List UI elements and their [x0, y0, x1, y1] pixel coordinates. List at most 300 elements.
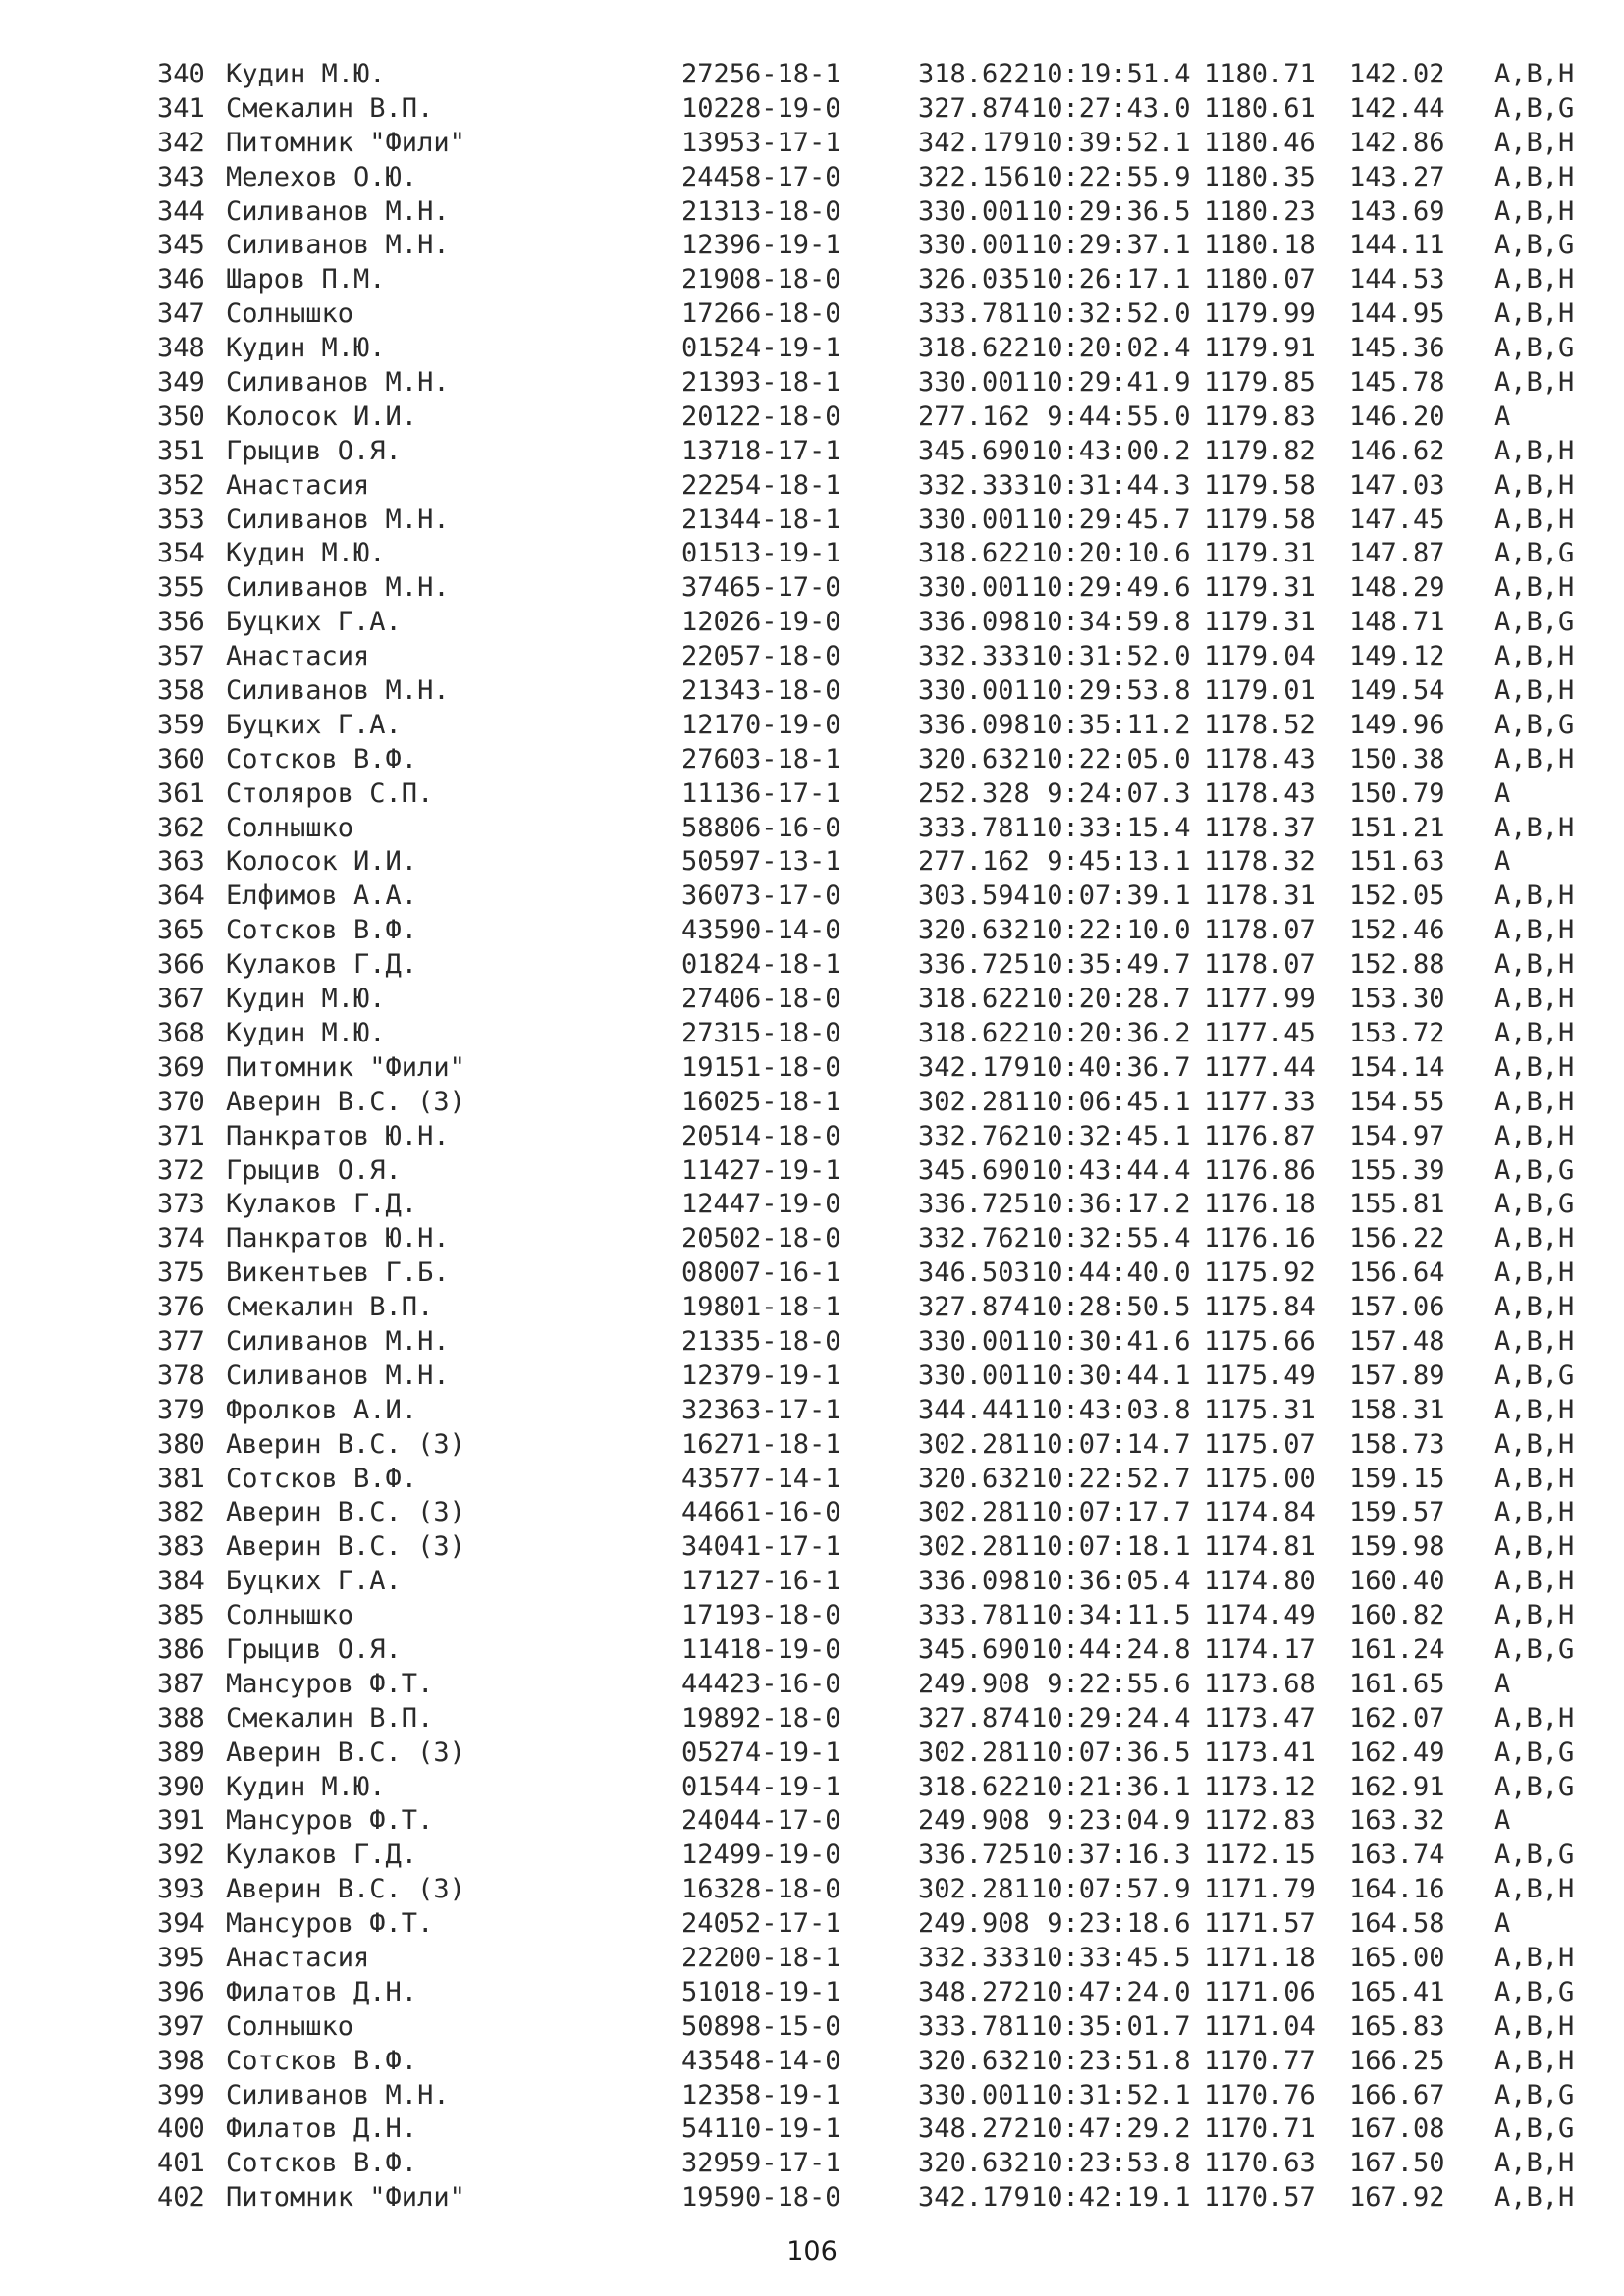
fancier-name: Елфимов А.А.: [226, 881, 418, 912]
row-number: 348: [157, 333, 205, 364]
distance: 326.035: [918, 264, 1030, 295]
ring-number: 12499-19-0: [681, 1840, 841, 1871]
coefficient: 151.21: [1349, 812, 1445, 843]
speed: 1180.07: [1204, 264, 1316, 295]
coefficient: 158.73: [1349, 1428, 1445, 1460]
coefficient: 145.36: [1349, 333, 1445, 364]
coefficient: 147.03: [1349, 469, 1445, 501]
table-row: [157, 1873, 1622, 1907]
categories: A,B,H: [1494, 298, 1575, 330]
arrival-time: 10:31:52.1: [1031, 2079, 1191, 2110]
table-row: [157, 1907, 1622, 1942]
categories: A,B,H: [1494, 675, 1575, 707]
fancier-name: Аверин В.С. (З): [226, 1428, 465, 1460]
arrival-time: 10:42:19.1: [1031, 2182, 1191, 2214]
distance: 318.622: [918, 538, 1030, 569]
speed: 1174.17: [1204, 1633, 1316, 1665]
fancier-name: Анастасия: [226, 1942, 370, 1973]
ring-number: 27406-18-0: [681, 984, 841, 1015]
distance: 333.781: [918, 298, 1030, 330]
distance: 320.632: [918, 2148, 1030, 2179]
distance: 330.001: [918, 2079, 1030, 2110]
coefficient: 167.50: [1349, 2148, 1445, 2179]
coefficient: 146.20: [1349, 400, 1445, 432]
table-row: [157, 1222, 1622, 1256]
coefficient: 149.12: [1349, 641, 1445, 672]
coefficient: 143.27: [1349, 161, 1445, 192]
table-row: [157, 504, 1622, 538]
ring-number: 58806-16-0: [681, 812, 841, 843]
speed: 1179.99: [1204, 298, 1316, 330]
categories: A,B,H: [1494, 915, 1575, 946]
speed: 1171.06: [1204, 1976, 1316, 2007]
coefficient: 150.79: [1349, 777, 1445, 809]
arrival-time: 10:20:28.7: [1031, 984, 1191, 1015]
distance: 330.001: [918, 572, 1030, 604]
table-row: [157, 1599, 1622, 1633]
table-row: [157, 1017, 1622, 1051]
arrival-time: 10:29:36.5: [1031, 195, 1191, 227]
fancier-name: Сотсков В.Ф.: [226, 2045, 418, 2076]
fancier-name: Грыцив О.Я.: [226, 1154, 402, 1186]
fancier-name: Сотсков В.Ф.: [226, 743, 418, 774]
ring-number: 16025-18-1: [681, 1086, 841, 1117]
table-row: [157, 948, 1622, 983]
row-number: 360: [157, 743, 205, 774]
arrival-time: 10:21:36.1: [1031, 1771, 1191, 1802]
ring-number: 12170-19-0: [681, 709, 841, 740]
coefficient: 156.22: [1349, 1223, 1445, 1255]
fancier-name: Грыцив О.Я.: [226, 435, 402, 466]
distance: 348.272: [918, 2113, 1030, 2145]
distance: 330.001: [918, 195, 1030, 227]
fancier-name: Кудин М.Ю.: [226, 59, 386, 89]
categories: A,B,G: [1494, 538, 1575, 569]
ring-number: 11427-19-1: [681, 1154, 841, 1186]
distance: 318.622: [918, 1017, 1030, 1048]
distance: 342.179: [918, 1051, 1030, 1083]
coefficient: 166.67: [1349, 2079, 1445, 2110]
distance: 336.098: [918, 607, 1030, 638]
distance: 332.762: [918, 1223, 1030, 1255]
ring-number: 11418-19-0: [681, 1633, 841, 1665]
table-row: [157, 606, 1622, 640]
distance: 320.632: [918, 743, 1030, 774]
categories: A,B,H: [1494, 1428, 1575, 1460]
coefficient: 162.91: [1349, 1771, 1445, 1802]
speed: 1179.31: [1204, 607, 1316, 638]
coefficient: 167.92: [1349, 2182, 1445, 2214]
row-number: 342: [157, 127, 205, 158]
coefficient: 153.72: [1349, 1017, 1445, 1048]
categories: A,B,H: [1494, 2148, 1575, 2179]
ring-number: 21313-18-0: [681, 195, 841, 227]
speed: 1175.49: [1204, 1360, 1316, 1391]
row-number: 361: [157, 777, 205, 809]
table-row: [157, 1771, 1622, 1805]
distance: 302.281: [918, 1497, 1030, 1528]
ring-number: 21344-18-1: [681, 504, 841, 535]
row-number: 389: [157, 1736, 205, 1768]
coefficient: 149.54: [1349, 675, 1445, 707]
categories: A,B,G: [1494, 1154, 1575, 1186]
coefficient: 142.44: [1349, 92, 1445, 124]
distance: 330.001: [918, 1360, 1030, 1391]
fancier-name: Кудин М.Ю.: [226, 984, 386, 1015]
coefficient: 159.57: [1349, 1497, 1445, 1528]
fancier-name: Мансуров Ф.Т.: [226, 1668, 434, 1699]
coefficient: 145.78: [1349, 367, 1445, 399]
fancier-name: Солнышко: [226, 2010, 354, 2042]
coefficient: 144.95: [1349, 298, 1445, 330]
row-number: 376: [157, 1292, 205, 1323]
arrival-time: 10:43:03.8: [1031, 1394, 1191, 1425]
categories: A: [1494, 1805, 1511, 1837]
categories: A: [1494, 400, 1511, 432]
ring-number: 20502-18-0: [681, 1223, 841, 1255]
table-row: [157, 983, 1622, 1017]
categories: A,B,H: [1494, 1702, 1575, 1734]
ring-number: 24044-17-0: [681, 1805, 841, 1837]
row-number: 365: [157, 915, 205, 946]
row-number: 352: [157, 469, 205, 501]
categories: A,B,H: [1494, 1017, 1575, 1048]
distance: 327.874: [918, 1292, 1030, 1323]
categories: A,B,H: [1494, 469, 1575, 501]
row-number: 382: [157, 1497, 205, 1528]
ring-number: 44423-16-0: [681, 1668, 841, 1699]
row-number: 401: [157, 2148, 205, 2179]
distance: 333.781: [918, 1600, 1030, 1631]
row-number: 362: [157, 812, 205, 843]
fancier-name: Солнышко: [226, 812, 354, 843]
table-row: [157, 366, 1622, 400]
speed: 1179.83: [1204, 400, 1316, 432]
coefficient: 165.00: [1349, 1942, 1445, 1973]
row-number: 384: [157, 1566, 205, 1597]
categories: A,B,H: [1494, 161, 1575, 192]
speed: 1170.76: [1204, 2079, 1316, 2110]
speed: 1178.43: [1204, 777, 1316, 809]
table-row: [157, 1565, 1622, 1599]
table-row: [157, 1463, 1622, 1497]
table-row: [157, 1394, 1622, 1428]
arrival-time: 10:19:51.4: [1031, 59, 1191, 89]
distance: 302.281: [918, 1736, 1030, 1768]
arrival-time: 10:23:51.8: [1031, 2045, 1191, 2076]
speed: 1180.18: [1204, 230, 1316, 261]
speed: 1176.16: [1204, 1223, 1316, 1255]
speed: 1176.86: [1204, 1154, 1316, 1186]
row-number: 395: [157, 1942, 205, 1973]
arrival-time: 9:23:04.9: [1031, 1805, 1191, 1837]
fancier-name: Солнышко: [226, 1600, 354, 1631]
speed: 1170.77: [1204, 2045, 1316, 2076]
arrival-time: 9:44:55.0: [1031, 400, 1191, 432]
categories: A,B,G: [1494, 709, 1575, 740]
ring-number: 21908-18-0: [681, 264, 841, 295]
ring-number: 10228-19-0: [681, 92, 841, 124]
arrival-time: 10:43:44.4: [1031, 1154, 1191, 1186]
arrival-time: 10:34:59.8: [1031, 607, 1191, 638]
row-number: 367: [157, 984, 205, 1015]
coefficient: 163.74: [1349, 1840, 1445, 1871]
arrival-time: 10:44:24.8: [1031, 1633, 1191, 1665]
table-row: [157, 571, 1622, 606]
table-row: [157, 1496, 1622, 1530]
row-number: 359: [157, 709, 205, 740]
arrival-time: 10:07:36.5: [1031, 1736, 1191, 1768]
speed: 1178.37: [1204, 812, 1316, 843]
row-number: 386: [157, 1633, 205, 1665]
row-number: 340: [157, 59, 205, 89]
ring-number: 19590-18-0: [681, 2182, 841, 2214]
fancier-name: Питомник "Фили": [226, 2182, 465, 2214]
fancier-name: Кулаков Г.Д.: [226, 1189, 418, 1220]
speed: 1179.01: [1204, 675, 1316, 707]
speed: 1171.18: [1204, 1942, 1316, 1973]
speed: 1179.04: [1204, 641, 1316, 672]
row-number: 377: [157, 1325, 205, 1357]
table-row: [157, 469, 1622, 504]
table-row: [157, 914, 1622, 948]
fancier-name: Панкратов Ю.Н.: [226, 1120, 450, 1151]
row-number: 358: [157, 675, 205, 707]
row-number: 368: [157, 1017, 205, 1048]
distance: 327.874: [918, 1702, 1030, 1734]
arrival-time: 10:28:50.5: [1031, 1292, 1191, 1323]
row-number: 375: [157, 1257, 205, 1289]
ring-number: 08007-16-1: [681, 1257, 841, 1289]
categories: A,B,G: [1494, 2113, 1575, 2145]
arrival-time: 10:29:49.6: [1031, 572, 1191, 604]
distance: 332.762: [918, 1120, 1030, 1151]
arrival-time: 10:07:17.7: [1031, 1497, 1191, 1528]
fancier-name: Питомник "Фили": [226, 1051, 465, 1083]
table-row: [157, 1256, 1622, 1291]
row-number: 357: [157, 641, 205, 672]
distance: 302.281: [918, 1086, 1030, 1117]
arrival-time: 10:37:16.3: [1031, 1840, 1191, 1871]
speed: 1172.15: [1204, 1840, 1316, 1871]
categories: A,B,H: [1494, 367, 1575, 399]
fancier-name: Грыцив О.Я.: [226, 1633, 402, 1665]
ring-number: 43590-14-0: [681, 915, 841, 946]
arrival-time: 9:24:07.3: [1031, 777, 1191, 809]
coefficient: 160.40: [1349, 1566, 1445, 1597]
row-number: 344: [157, 195, 205, 227]
coefficient: 154.97: [1349, 1120, 1445, 1151]
arrival-time: 10:27:43.0: [1031, 92, 1191, 124]
fancier-name: Панкратов Ю.Н.: [226, 1223, 450, 1255]
fancier-name: Буцких Г.А.: [226, 709, 402, 740]
ring-number: 01544-19-1: [681, 1771, 841, 1802]
speed: 1173.47: [1204, 1702, 1316, 1734]
coefficient: 144.53: [1349, 264, 1445, 295]
categories: A,B,H: [1494, 641, 1575, 672]
categories: A,B,H: [1494, 1531, 1575, 1563]
ring-number: 21393-18-1: [681, 367, 841, 399]
arrival-time: 10:39:52.1: [1031, 127, 1191, 158]
categories: A,B,H: [1494, 59, 1575, 89]
table-row: [157, 2010, 1622, 2045]
categories: A,B,H: [1494, 127, 1575, 158]
ring-number: 01524-19-1: [681, 333, 841, 364]
fancier-name: Кудин М.Ю.: [226, 1771, 386, 1802]
ring-number: 12358-19-1: [681, 2079, 841, 2110]
categories: A,B,H: [1494, 264, 1575, 295]
fancier-name: Шаров П.М.: [226, 264, 386, 295]
speed: 1175.84: [1204, 1292, 1316, 1323]
ring-number: 20122-18-0: [681, 400, 841, 432]
coefficient: 166.25: [1349, 2045, 1445, 2076]
speed: 1175.00: [1204, 1463, 1316, 1494]
coefficient: 152.88: [1349, 949, 1445, 981]
speed: 1178.07: [1204, 915, 1316, 946]
ring-number: 17266-18-0: [681, 298, 841, 330]
arrival-time: 10:20:10.6: [1031, 538, 1191, 569]
categories: A,B,H: [1494, 1051, 1575, 1083]
fancier-name: Силиванов М.Н.: [226, 1360, 450, 1391]
distance: 330.001: [918, 230, 1030, 261]
ring-number: 20514-18-0: [681, 1120, 841, 1151]
table-row: [157, 812, 1622, 846]
categories: A,B,H: [1494, 195, 1575, 227]
coefficient: 164.16: [1349, 1874, 1445, 1905]
arrival-time: 10:30:41.6: [1031, 1325, 1191, 1357]
row-number: 354: [157, 538, 205, 569]
categories: A,B,G: [1494, 607, 1575, 638]
arrival-time: 10:47:24.0: [1031, 1976, 1191, 2007]
ring-number: 43548-14-0: [681, 2045, 841, 2076]
coefficient: 143.69: [1349, 195, 1445, 227]
speed: 1180.71: [1204, 59, 1316, 89]
row-number: 356: [157, 607, 205, 638]
categories: A: [1494, 1908, 1511, 1940]
arrival-time: 10:07:39.1: [1031, 881, 1191, 912]
categories: A,B,H: [1494, 504, 1575, 535]
arrival-time: 10:35:01.7: [1031, 2010, 1191, 2042]
speed: 1178.07: [1204, 949, 1316, 981]
coefficient: 154.14: [1349, 1051, 1445, 1083]
categories: A,B,G: [1494, 333, 1575, 364]
categories: A,B,H: [1494, 949, 1575, 981]
fancier-name: Силиванов М.Н.: [226, 367, 450, 399]
fancier-name: Смекалин В.П.: [226, 1702, 434, 1734]
row-number: 402: [157, 2182, 205, 2214]
speed: 1179.85: [1204, 367, 1316, 399]
coefficient: 147.45: [1349, 504, 1445, 535]
arrival-time: 10:23:53.8: [1031, 2148, 1191, 2179]
row-number: 400: [157, 2113, 205, 2145]
distance: 336.725: [918, 1189, 1030, 1220]
speed: 1171.57: [1204, 1908, 1316, 1940]
arrival-time: 9:45:13.1: [1031, 846, 1191, 878]
table-row: [157, 1051, 1622, 1086]
arrival-time: 10:35:11.2: [1031, 709, 1191, 740]
fancier-name: Викентьев Г.Б.: [226, 1257, 450, 1289]
arrival-time: 10:36:17.2: [1031, 1189, 1191, 1220]
speed: 1180.23: [1204, 195, 1316, 227]
fancier-name: Смекалин В.П.: [226, 1292, 434, 1323]
fancier-name: Аверин В.С. (З): [226, 1874, 465, 1905]
row-number: 383: [157, 1531, 205, 1563]
coefficient: 156.64: [1349, 1257, 1445, 1289]
ring-number: 11136-17-1: [681, 777, 841, 809]
row-number: 392: [157, 1840, 205, 1871]
speed: 1177.33: [1204, 1086, 1316, 1117]
speed: 1180.46: [1204, 127, 1316, 158]
arrival-time: 10:36:05.4: [1031, 1566, 1191, 1597]
row-number: 391: [157, 1805, 205, 1837]
fancier-name: Анастасия: [226, 469, 370, 501]
coefficient: 148.29: [1349, 572, 1445, 604]
row-number: 371: [157, 1120, 205, 1151]
ring-number: 16271-18-1: [681, 1428, 841, 1460]
table-row: [157, 2181, 1622, 2216]
row-number: 379: [157, 1394, 205, 1425]
categories: A,B,H: [1494, 1325, 1575, 1357]
fancier-name: Филатов Д.Н.: [226, 1976, 418, 2007]
speed: 1172.83: [1204, 1805, 1316, 1837]
fancier-name: Аверин В.С. (З): [226, 1497, 465, 1528]
table-row: [157, 195, 1622, 230]
fancier-name: Кулаков Г.Д.: [226, 949, 418, 981]
speed: 1179.31: [1204, 572, 1316, 604]
categories: A,B,G: [1494, 1976, 1575, 2007]
speed: 1175.07: [1204, 1428, 1316, 1460]
coefficient: 147.87: [1349, 538, 1445, 569]
row-number: 373: [157, 1189, 205, 1220]
row-number: 390: [157, 1771, 205, 1802]
coefficient: 157.06: [1349, 1292, 1445, 1323]
arrival-time: 10:29:41.9: [1031, 367, 1191, 399]
arrival-time: 10:43:00.2: [1031, 435, 1191, 466]
fancier-name: Анастасия: [226, 641, 370, 672]
distance: 320.632: [918, 1463, 1030, 1494]
coefficient: 142.86: [1349, 127, 1445, 158]
ring-number: 22200-18-1: [681, 1942, 841, 1973]
ring-number: 22057-18-0: [681, 641, 841, 672]
speed: 1179.82: [1204, 435, 1316, 466]
speed: 1175.66: [1204, 1325, 1316, 1357]
speed: 1174.81: [1204, 1531, 1316, 1563]
categories: A: [1494, 846, 1511, 878]
speed: 1178.31: [1204, 881, 1316, 912]
speed: 1170.63: [1204, 2148, 1316, 2179]
arrival-time: 10:31:52.0: [1031, 641, 1191, 672]
speed: 1179.31: [1204, 538, 1316, 569]
speed: 1176.87: [1204, 1120, 1316, 1151]
fancier-name: Силиванов М.Н.: [226, 195, 450, 227]
row-number: 394: [157, 1908, 205, 1940]
row-number: 353: [157, 504, 205, 535]
ring-number: 36073-17-0: [681, 881, 841, 912]
categories: A,B,H: [1494, 2182, 1575, 2214]
distance: 345.690: [918, 1633, 1030, 1665]
speed: 1171.04: [1204, 2010, 1316, 2042]
ring-number: 27315-18-0: [681, 1017, 841, 1048]
speed: 1177.99: [1204, 984, 1316, 1015]
distance: 320.632: [918, 2045, 1030, 2076]
distance: 320.632: [918, 915, 1030, 946]
arrival-time: 10:26:17.1: [1031, 264, 1191, 295]
coefficient: 159.15: [1349, 1463, 1445, 1494]
table-row: [157, 1839, 1622, 1873]
speed: 1174.49: [1204, 1600, 1316, 1631]
ring-number: 24458-17-0: [681, 161, 841, 192]
ring-number: 27256-18-1: [681, 59, 841, 89]
